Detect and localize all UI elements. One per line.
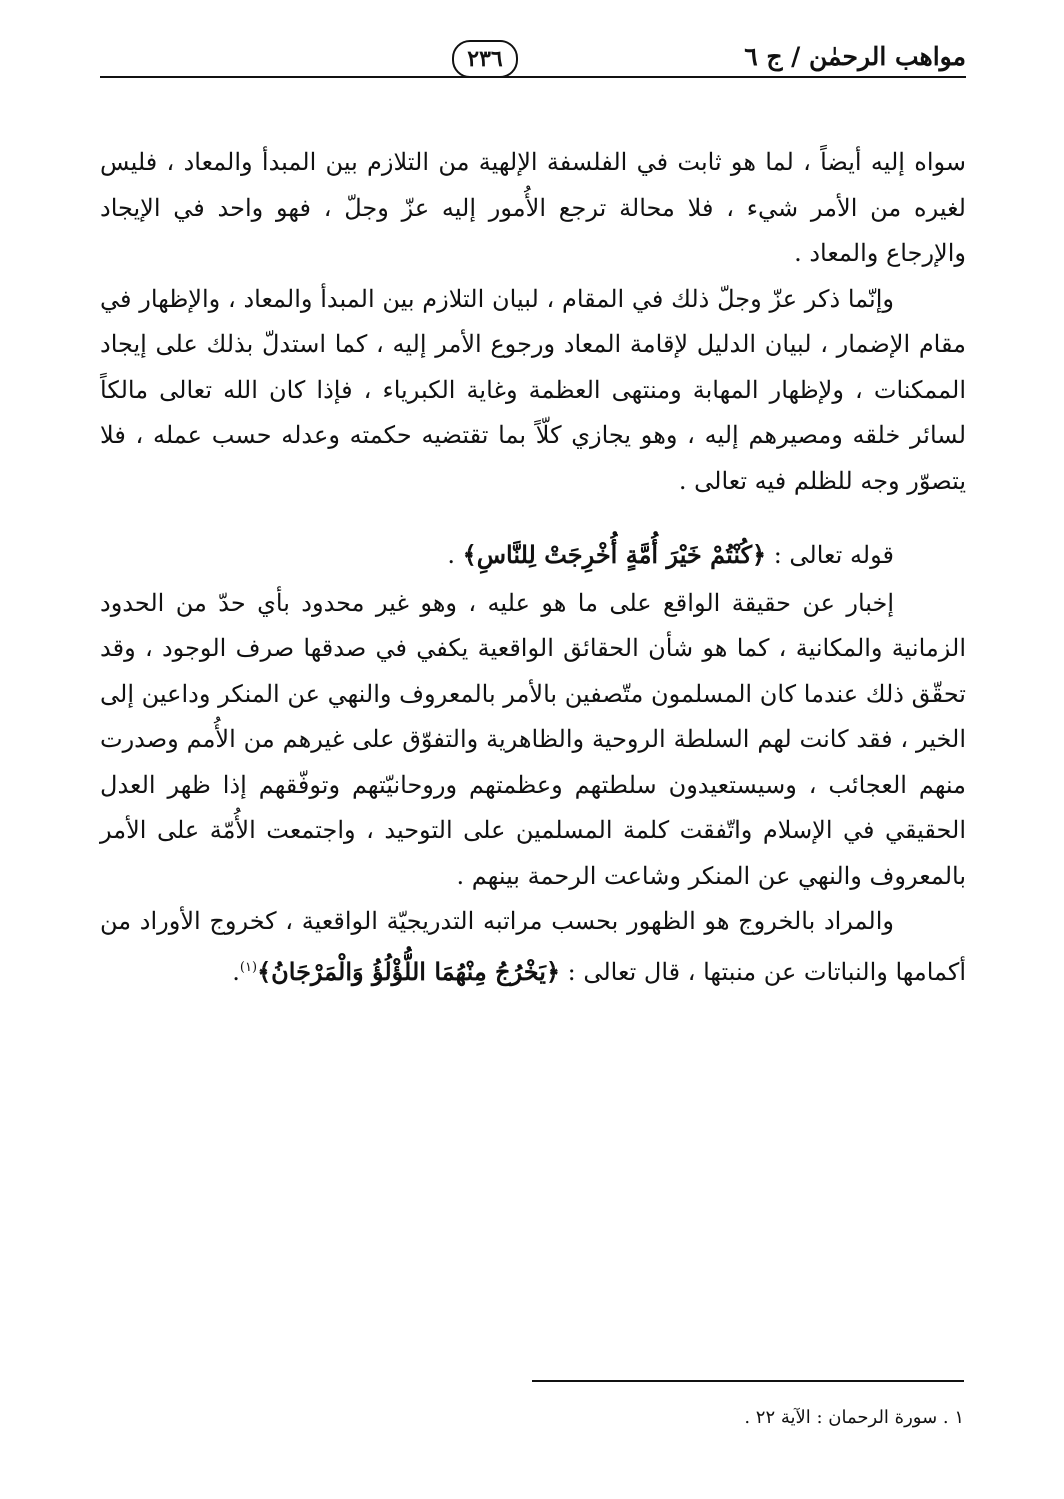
body-text [100,140,966,995]
footnote: ١ . سورة الرحمان : الآية ٢٢ . [744,1407,964,1428]
verse-heading [100,532,966,579]
paragraph-4-text: والمراد بالخروج هو الظهور بحسب مراتبه التدريجيّة الواقعية ، كخروج الأوراد من أكمامها والنباتات عن منبتها ، قال تعالى : [100,907,966,986]
book-title: مواهب الرحمٰن / ج ٦ [744,42,966,71]
paragraph-4 [100,899,966,995]
paragraph-1: سواه إليه أيضاً ، لما هو ثابت في الفلسفة الإلهية من التلازم بين المبدأ والمعاد ، فليس لغيره من الأمر شيء ، فلا محالة ترجع الأُمور إليه عزّ وجلّ ، فهو واحد في الإيجاد والإرجاع والمعاد . [100,148,966,267]
quran-verse-2: ﴿يَخْرُجُ مِنْهُمَا اللُّؤْلُؤُ وَالْمَرْجَانُ﴾ [257,956,561,986]
paragraph-2: وإنّما ذكر عزّ وجلّ ذلك في المقام ، لبيان التلازم بين المبدأ والمعاد ، والإظهار في مقام الإضمار ، لبيان الدليل لإقامة المعاد ورجوع الأمر إليه ، كما استدلّ بذلك على إيجاد الممكنات ، ولإظهار المهابة ومنتهى العظمة وغاية الكبرياء ، فإذا كان الله تعالى مالكاً لسائر خلقه ومصيرهم إليه ، وهو يجازي كلّاً بما تقتضيه حكمته وعدله حسب عمله ، فلا يتصوّر وجه للظلم فيه تعالى . [100,284,967,495]
verse-heading-suffix: . [447,541,463,569]
footnote-rule [532,1380,964,1382]
page-number: ٢٣٦ [452,40,518,78]
header-rule [100,76,966,78]
quran-verse: ﴿كُنْتُمْ خَيْرَ أُمَّةٍ أُخْرِجَتْ لِلنَّاسِ﴾ [462,540,767,569]
verse-heading-prefix: قوله تعالى : [766,541,894,569]
footnote-reference: (١) [239,959,258,975]
paragraph-3: إخبار عن حقيقة الواقع على ما هو عليه ، وهو غير محدود بأي حدّ من الحدود الزمانية والمكانية ، كما هو شأن الحقائق الواقعية يكفي في صدقها صرف الوجود ، وقد تحقّق ذلك عندما كان المسلمون متّصفين بالأمر بالمعروف والنهي عن المنكر وداعين إلى الخير ، فقد كانت لهم السلطة الروحية والظاهرية والتفوّق على غيرهم من الأُمم وصدرت منهم العجائب ، وسيستعيدون سلطتهم وعظمتهم وروحانيّتهم وتوفّقهم إذا ظهر العدل الحقيقي في الإسلام واتّفقت كلمة المسلمين على التوحيد ، واجتمعت الأُمّة على الأمر بالمعروف والنهي عن المنكر وشاعت الرحمة بينهم . [100,588,966,890]
page-header [100,38,966,88]
paragraph-4-end: . [232,957,240,986]
